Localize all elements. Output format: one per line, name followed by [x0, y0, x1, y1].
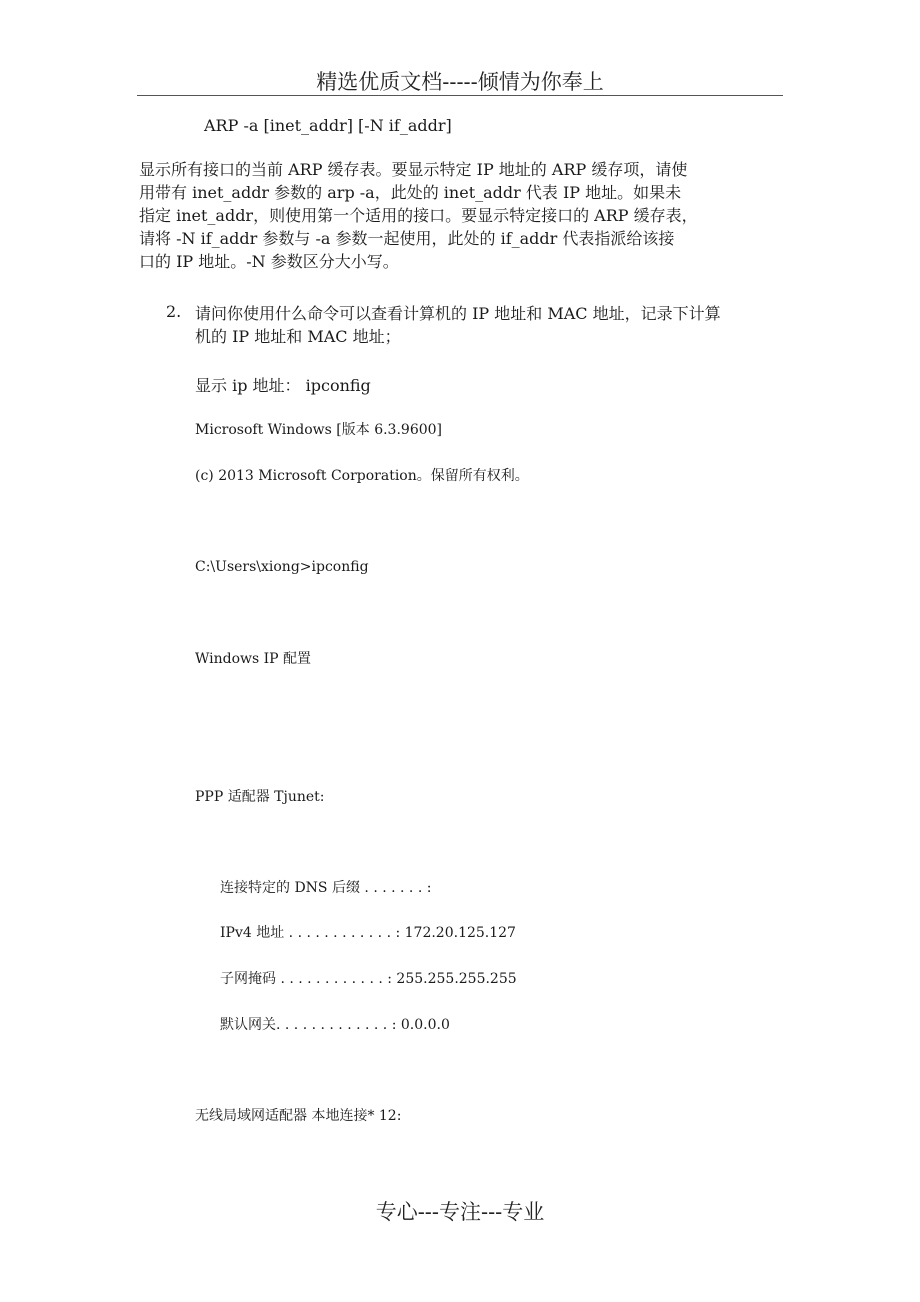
question-line: 机的 IP 地址和 MAC 地址； — [195, 327, 401, 346]
default-gateway-line: 默认网关. . . . . . . . . . . . . : 0.0.0.0 — [220, 1017, 450, 1033]
description-line: 请将 -N if_addr 参数与 -a 参数一起使用，此处的 if_addr 代表指派给该接 — [139, 229, 675, 248]
command-label: 显示 ip 地址： ipconfig — [195, 376, 371, 395]
page-footer-title: 专心---专注---专业 — [375, 1200, 545, 1224]
arp-description-paragraph — [139, 158, 781, 273]
subnet-mask-line: 子网掩码 . . . . . . . . . . . . : 255.255.255.255 — [220, 971, 517, 987]
console-prompt-line: C:\Users\xiong>ipconfig — [195, 559, 369, 575]
wireless-adapter-title: 无线局域网适配器 本地连接* 12: — [195, 1108, 402, 1124]
description-line: 用带有 inet_addr 参数的 arp -a，此处的 inet_addr 代表 IP 地址。如果未 — [139, 183, 682, 202]
arp-syntax-line: ARP -a [inet_addr] [-N if_addr] — [204, 116, 452, 135]
page-header-title: 精选优质文档-----倾情为你奉上 — [316, 70, 604, 94]
console-version-line: Microsoft Windows [版本 6.3.9600] — [195, 422, 443, 438]
ipv4-address-line: IPv4 地址 . . . . . . . . . . . . : 172.20.125.127 — [220, 925, 516, 941]
header-divider — [137, 95, 783, 96]
console-config-title: Windows IP 配置 — [195, 651, 312, 667]
question-number: 2. — [166, 302, 182, 321]
dns-suffix-line: 连接特定的 DNS 后缀 . . . . . . . : — [220, 880, 432, 896]
ppp-adapter-title: PPP 适配器 Tjunet: — [195, 789, 325, 805]
description-line: 指定 inet_addr，则使用第一个适用的接口。要显示特定接口的 ARP 缓存表， — [139, 206, 698, 225]
question-text — [195, 302, 785, 348]
description-line: 口的 IP 地址。-N 参数区分大小写。 — [139, 252, 399, 271]
question-line: 请问你使用什么命令可以查看计算机的 IP 地址和 MAC 地址，记录下计算 — [195, 304, 721, 323]
console-copyright-line: (c) 2013 Microsoft Corporation。保留所有权利。 — [195, 468, 529, 484]
description-line: 显示所有接口的当前 ARP 缓存表。要显示特定 IP 地址的 ARP 缓存项，请使 — [139, 160, 688, 179]
